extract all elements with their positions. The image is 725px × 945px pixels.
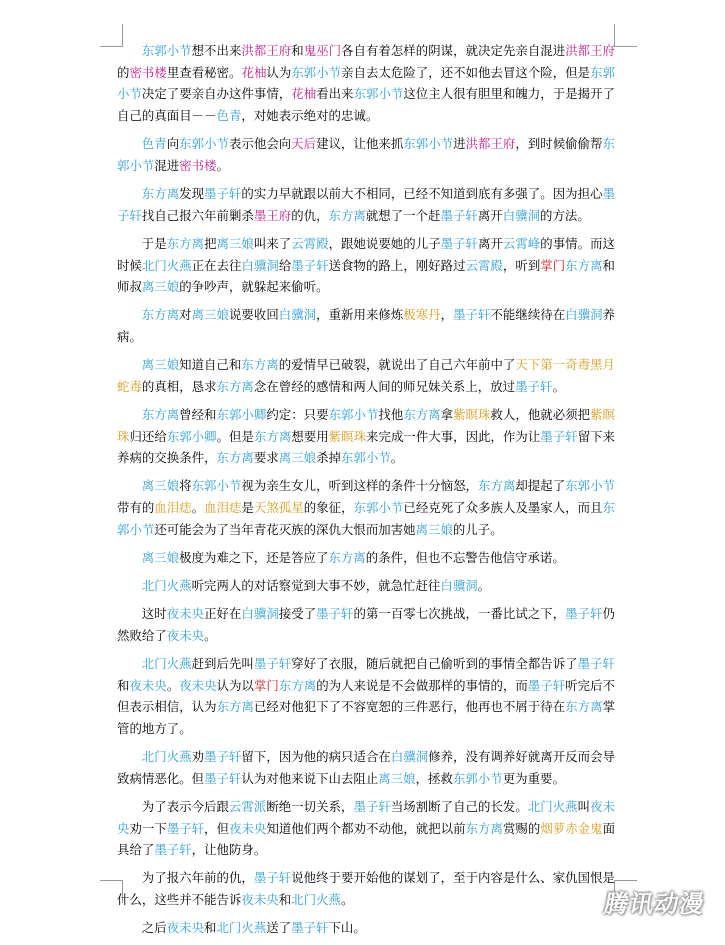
highlighted-term: 白骥洞 <box>390 749 429 765</box>
highlighted-term: 东方离 <box>216 378 254 394</box>
text-run: 是 <box>241 500 254 516</box>
highlighted-term: 离三娘 <box>191 307 229 323</box>
text-run: 极度为难之下，还是答应了 <box>179 549 329 565</box>
highlighted-term: 白骥洞 <box>241 606 279 622</box>
text-run: 叫 <box>577 798 591 814</box>
text-run: 。 <box>166 677 180 693</box>
text-run: 的象征， <box>303 500 354 516</box>
highlighted-term: 东方离 <box>328 207 366 223</box>
highlighted-term: 墨王府 <box>253 207 292 223</box>
highlighted-term: 东郭小节 <box>141 43 192 58</box>
highlighted-term: 东方离 <box>141 186 180 201</box>
highlighted-term: 血泪痣 <box>154 500 192 516</box>
highlighted-term: 离三娘 <box>278 450 317 466</box>
highlighted-term: 掌门 <box>253 677 279 693</box>
paragraph <box>117 183 615 226</box>
text-run: 送食物的路上，刚好路过 <box>328 257 466 273</box>
text-run: 的方法。 <box>540 207 590 223</box>
highlighted-term: 东方离 <box>403 406 441 422</box>
highlighted-term: 墨子轩 <box>316 606 354 622</box>
highlighted-term: 夜未央 <box>166 606 205 622</box>
highlighted-term: 白骥洞 <box>241 257 279 273</box>
highlighted-term: 东方离 <box>478 478 516 494</box>
text-run: 正在去往 <box>191 257 242 273</box>
text-run: 这时 <box>141 606 167 622</box>
text-run: 之后 <box>141 920 167 936</box>
paragraph <box>117 575 615 597</box>
highlighted-term: 云霄殿 <box>291 235 329 251</box>
paragraph <box>117 917 615 939</box>
highlighted-term: 天后 <box>291 136 317 152</box>
highlighted-term: 墨子轩 <box>515 378 553 394</box>
text-run: 约定：只要 <box>266 406 329 422</box>
highlighted-term: 白骥洞 <box>440 577 478 593</box>
highlighted-term: 云霄殿 <box>465 257 503 273</box>
text-run: 已经对他犯下了不容宽恕的三件恶行，他再也不屑于待在 <box>253 699 566 715</box>
highlighted-term: 东郭小节 <box>565 478 615 494</box>
text-run: ，听到 <box>502 257 541 273</box>
highlighted-term: 东郭小节 <box>353 86 404 102</box>
paragraph <box>117 133 615 176</box>
highlighted-term: 夜未央 <box>179 677 217 693</box>
text-run: 赏赐的 <box>502 820 541 836</box>
text-run: 听完后不但表示相信，认为 <box>117 677 616 715</box>
text-run: 的 <box>117 64 130 80</box>
highlighted-term: 掌门 <box>540 257 566 273</box>
highlighted-term: 北门火燕 <box>216 920 267 936</box>
paragraph <box>117 653 615 740</box>
text-run: 的条件，但也不忘警告他信守承诺。 <box>365 549 565 565</box>
paragraph <box>117 304 615 347</box>
text-run: 。 <box>340 892 354 908</box>
text-run: 曾经和 <box>179 406 217 422</box>
highlighted-term: 北门火燕 <box>527 798 578 814</box>
highlighted-term: 墨子轩 <box>253 655 292 671</box>
highlighted-term: 离三娘 <box>141 279 180 295</box>
highlighted-term: 东郭小节 <box>117 64 615 102</box>
highlighted-term: 墨子轩 <box>577 655 615 671</box>
text-run: 接受了 <box>278 606 317 622</box>
text-run: 还可能会为了当年青花灭族的深仇大恨而加害她 <box>154 521 416 537</box>
text-run: ，重新用来修炼 <box>316 307 404 323</box>
text-run: 劝一下 <box>129 820 167 836</box>
highlighted-term: 东方离 <box>565 699 603 715</box>
highlighted-term: 墨子轩 <box>565 606 603 622</box>
highlighted-term: 东郭小节 <box>452 770 503 786</box>
highlighted-term: 极寒丹 <box>403 307 441 323</box>
paragraph <box>117 796 615 861</box>
highlighted-term: 离三娘 <box>141 549 180 565</box>
text-run: 给 <box>278 257 292 273</box>
text-run: 离开 <box>478 235 503 251</box>
text-run: 的第一百零七次挑战，一番比试之下， <box>353 606 566 622</box>
text-run: 认为对他来说下山去阻止 <box>241 770 379 786</box>
highlighted-term: 北门火燕 <box>141 257 192 273</box>
text-run: 就想了一个赶 <box>365 207 441 223</box>
highlighted-term: 东方离 <box>166 235 205 251</box>
text-run: 和 <box>204 920 217 936</box>
text-run: 想不出来 <box>191 43 242 58</box>
text-run: 。 <box>204 627 217 643</box>
text-run: 的爱情早已破裂，就说出了自己六年前中了 <box>278 357 516 373</box>
highlighted-term: 离三娘 <box>141 478 180 494</box>
highlighted-term: 离三娘 <box>415 521 453 537</box>
text-run: 却提起了 <box>515 478 566 494</box>
text-run: 的真相，恳求 <box>141 378 217 394</box>
text-run: 和 <box>291 43 304 58</box>
highlighted-term: 烟萝赤金鬼 <box>540 820 603 836</box>
highlighted-term: 东郭小节 <box>179 136 229 152</box>
text-run: 面具给了 <box>117 820 616 858</box>
text-run: 表示他会向 <box>228 136 292 152</box>
highlighted-term: 东郭小节 <box>191 478 242 494</box>
text-run: ，让他防身。 <box>191 842 267 858</box>
highlighted-term: 云霄派 <box>228 798 267 814</box>
text-run: 救人，他就必须把 <box>490 406 591 422</box>
text-run: 向 <box>166 136 180 152</box>
highlighted-term: 白骥洞 <box>502 207 541 223</box>
text-run: 视为亲生女儿，听到这样的条件十分恼怒， <box>241 478 479 494</box>
highlighted-term: 墨子轩 <box>353 798 391 814</box>
highlighted-term: 北门火燕 <box>141 655 192 671</box>
highlighted-term: 东郭小节 <box>117 136 615 173</box>
text-run: 的实力早就跟以前大不相同，已经不知道到底有多强了。因为担心 <box>241 186 603 201</box>
text-run: 留下来养病的交换条件， <box>117 428 616 466</box>
text-run: 更为重要。 <box>502 770 565 786</box>
paragraph <box>117 547 615 569</box>
highlighted-term: 云霄峰 <box>502 235 541 251</box>
paragraph <box>117 404 615 469</box>
text-run: ，但 <box>204 820 230 836</box>
text-run: ，到时候偷偷帮 <box>515 136 603 152</box>
text-run: 知道他们两个都劝不动他，就把以前 <box>266 820 466 836</box>
text-run: 建议，让他来抓 <box>316 136 404 152</box>
text-run: 于是 <box>141 235 167 251</box>
highlighted-term: 密书楼 <box>179 157 217 173</box>
text-run: 和 <box>278 892 292 908</box>
text-run: 想要用 <box>291 428 329 444</box>
highlighted-term: 北门火燕 <box>141 577 192 593</box>
paragraph <box>117 475 615 540</box>
text-run: 发现 <box>179 186 205 201</box>
highlighted-term: 天下第一奇毒黑月蛇毒 <box>117 357 615 394</box>
text-run: 这位主人很有胆里和魄力，于是揭开了自己的真面目－－ <box>117 86 615 124</box>
text-run: 的为人来说是不会做那样的事情的，而 <box>316 677 528 693</box>
text-run: 。 <box>477 577 491 593</box>
highlighted-term: 夜未央 <box>117 798 615 836</box>
text-run: 的事情。而这时候 <box>117 235 615 273</box>
highlighted-term: 夜未央 <box>241 892 279 908</box>
text-run: 进 <box>453 136 466 152</box>
highlighted-term: 离三娘 <box>216 235 254 251</box>
text-run: 下山。 <box>328 920 366 936</box>
text-run: 里查看秘密。 <box>166 64 242 80</box>
highlighted-term: 墨子轩 <box>527 677 566 693</box>
text-run: 认为以 <box>216 677 254 693</box>
text-run: 。 <box>216 157 229 173</box>
text-run: 杀掉 <box>316 450 341 466</box>
highlighted-term: 色青 <box>141 136 167 152</box>
text-run: 。 <box>390 450 404 466</box>
text-run: 各自有着怎样的阴谋，就决定先亲自混进 <box>341 43 566 58</box>
highlighted-term: 墨子轩 <box>154 842 192 858</box>
text-run: 混进 <box>154 157 180 173</box>
highlighted-term: 紫瞑珠 <box>328 428 367 444</box>
text-run: 正好在 <box>204 606 242 622</box>
highlighted-term: 墨子轩 <box>166 820 205 836</box>
text-run: 不能继续待在 <box>490 307 566 323</box>
highlighted-term: 密书楼 <box>129 64 167 80</box>
text-run: 劝 <box>191 749 205 765</box>
highlighted-term: 东方离 <box>565 257 603 273</box>
paragraph <box>117 867 615 910</box>
highlighted-term: 紫瞑珠 <box>453 406 491 422</box>
text-run: 修养，没有调养好就离开反而会导致病情恶化。但 <box>117 749 615 786</box>
text-run: 找自己报六年前剿杀 <box>141 207 254 223</box>
text-run: 的儿子。 <box>452 521 503 537</box>
highlighted-term: 离三娘 <box>378 770 416 786</box>
highlighted-term: 洪都王府 <box>565 43 615 58</box>
highlighted-term: 东方离 <box>328 549 366 565</box>
text-run: 亲自去太危险了，还不如他去冒这个险，但是 <box>341 64 591 80</box>
text-run: 决定了要亲自办这件事情， <box>141 86 292 102</box>
text-run: 。 <box>552 378 565 394</box>
text-run: 掌管的地方了。 <box>117 699 616 736</box>
text-run: ，跟她说要她的儿子 <box>328 235 441 251</box>
highlighted-term: 夜未央 <box>129 677 167 693</box>
text-run: 说要收回 <box>228 307 279 323</box>
text-run: 当场割断了自己的长发。 <box>390 798 528 814</box>
text-run: 把 <box>204 235 217 251</box>
highlighted-term: 东郭小节 <box>117 500 615 537</box>
highlighted-term: 东郭小节 <box>353 500 404 516</box>
highlighted-term: 东方离 <box>216 450 254 466</box>
highlighted-term: 夜未央 <box>166 920 205 936</box>
text-run: 念在曾经的感情和两人间的师兄妹关系上，放过 <box>253 378 516 394</box>
highlighted-term: 白骥洞 <box>278 307 317 323</box>
text-run: ，拯救 <box>415 770 453 786</box>
highlighted-term: 墨子轩 <box>204 186 242 201</box>
crop-mark-top-right <box>614 24 637 47</box>
highlighted-term: 夜未央 <box>166 627 205 643</box>
highlighted-term: 墨子轩 <box>453 307 491 323</box>
highlighted-term: 鬼巫门 <box>303 43 342 58</box>
highlighted-term: 东方离 <box>141 406 180 422</box>
text-run: 和 <box>117 677 130 693</box>
text-run: 穿好了衣服，随后就把自己偷听到的事情全都告诉了 <box>291 655 578 671</box>
text-run: 养病。 <box>117 307 615 344</box>
highlighted-term: 色青 <box>216 108 242 124</box>
text-run: 和师叔 <box>117 257 615 295</box>
paragraph <box>117 354 615 397</box>
text-run: 对 <box>179 307 192 323</box>
highlighted-term: 墨子轩 <box>253 870 292 886</box>
highlighted-term: 东方离 <box>253 428 292 444</box>
text-run: 赶到后先叫 <box>191 655 254 671</box>
highlighted-term: 墨子轩 <box>540 428 578 444</box>
highlighted-term: 东郭小节 <box>328 406 379 422</box>
text-run: 已经克死了众多族人及墨家人，而且 <box>403 500 603 516</box>
text-run: 认为 <box>266 64 292 80</box>
text-run: 知道自己和 <box>179 357 242 373</box>
highlighted-term: 墨子轩 <box>291 257 329 273</box>
text-run: 带有的 <box>117 500 155 516</box>
text-run: 的争吵声，就躲起来偷听。 <box>179 279 329 295</box>
text-run: 为了表示今后跟 <box>141 798 229 814</box>
text-run: ， <box>440 307 454 323</box>
text-run: 断绝一切关系， <box>266 798 354 814</box>
highlighted-term: 洪都王府 <box>465 136 516 152</box>
highlighted-term: 离三娘 <box>141 357 180 373</box>
paragraph <box>117 746 615 789</box>
text-run: 离开 <box>477 207 503 223</box>
text-run: 来完成一件大事，因此，作为让 <box>366 428 541 444</box>
highlighted-term: 墨子轩 <box>204 749 242 765</box>
text-run: 拿 <box>440 406 454 422</box>
highlighted-term: 东方离 <box>278 677 317 693</box>
highlighted-term: 东方离 <box>141 307 180 323</box>
text-run: 送了 <box>266 920 292 936</box>
text-run: 为了报六年前的仇， <box>141 870 254 886</box>
highlighted-term: 洪都王府 <box>241 43 292 58</box>
text-run: 将 <box>179 478 192 494</box>
highlighted-term: 东郭小节 <box>340 450 391 466</box>
highlighted-term: 墨子轩 <box>440 207 478 223</box>
paragraph <box>117 40 615 127</box>
highlighted-term: 白骥洞 <box>565 307 603 323</box>
text-run: 叫来了 <box>253 235 292 251</box>
watermark-logo: 腾讯动漫 <box>602 890 708 918</box>
text-run: 归还给 <box>129 428 167 444</box>
highlighted-term: 墨子轩 <box>440 235 479 251</box>
text-run: ，对她表示绝对的忠诚。 <box>241 108 379 124</box>
highlighted-term: 墨子轩 <box>291 920 329 936</box>
highlighted-term: 墨子轩 <box>204 770 242 786</box>
document-body <box>117 40 615 945</box>
text-run: 的仇， <box>291 207 329 223</box>
text-run: 听完两人的对话察觉到大事不妙，就急忙赶往 <box>191 577 441 593</box>
highlighted-term: 东郭小卿 <box>166 428 217 444</box>
highlighted-term: 墨子轩 <box>117 186 615 223</box>
highlighted-term: 东郭小卿 <box>216 406 267 422</box>
highlighted-term: 北门火燕 <box>291 892 341 908</box>
highlighted-term: 东方离 <box>216 699 254 715</box>
text-run: 找他 <box>378 406 404 422</box>
highlighted-term: 紫瞑珠 <box>117 406 615 444</box>
highlighted-term: 夜未央 <box>229 820 267 836</box>
highlighted-term: 东方离 <box>241 357 279 373</box>
paragraph <box>117 233 615 298</box>
highlighted-term: 花柚 <box>291 86 317 102</box>
text-run: 说他终于要开始他的谋划了，至于内容是什么、家仇国恨是什么，这些并不能告诉 <box>117 870 615 908</box>
highlighted-term: 东郭小节 <box>291 64 342 80</box>
highlighted-term: 血泪痣 <box>204 500 242 516</box>
highlighted-term: 东郭小节 <box>403 136 454 152</box>
highlighted-term: 花柚 <box>241 64 267 80</box>
text-run: 。 <box>191 500 205 516</box>
text-run: 看出来 <box>316 86 354 102</box>
text-run: 。但是 <box>216 428 254 444</box>
paragraph <box>117 603 615 646</box>
text-run: 仍然败给了 <box>117 606 615 643</box>
highlighted-term: 北门火燕 <box>141 749 192 765</box>
highlighted-term: 东方离 <box>465 820 503 836</box>
text-run: 要求 <box>253 450 279 466</box>
highlighted-term: 天煞孤星 <box>253 500 304 516</box>
text-run: 留下，因为他的病只适合在 <box>241 749 391 765</box>
